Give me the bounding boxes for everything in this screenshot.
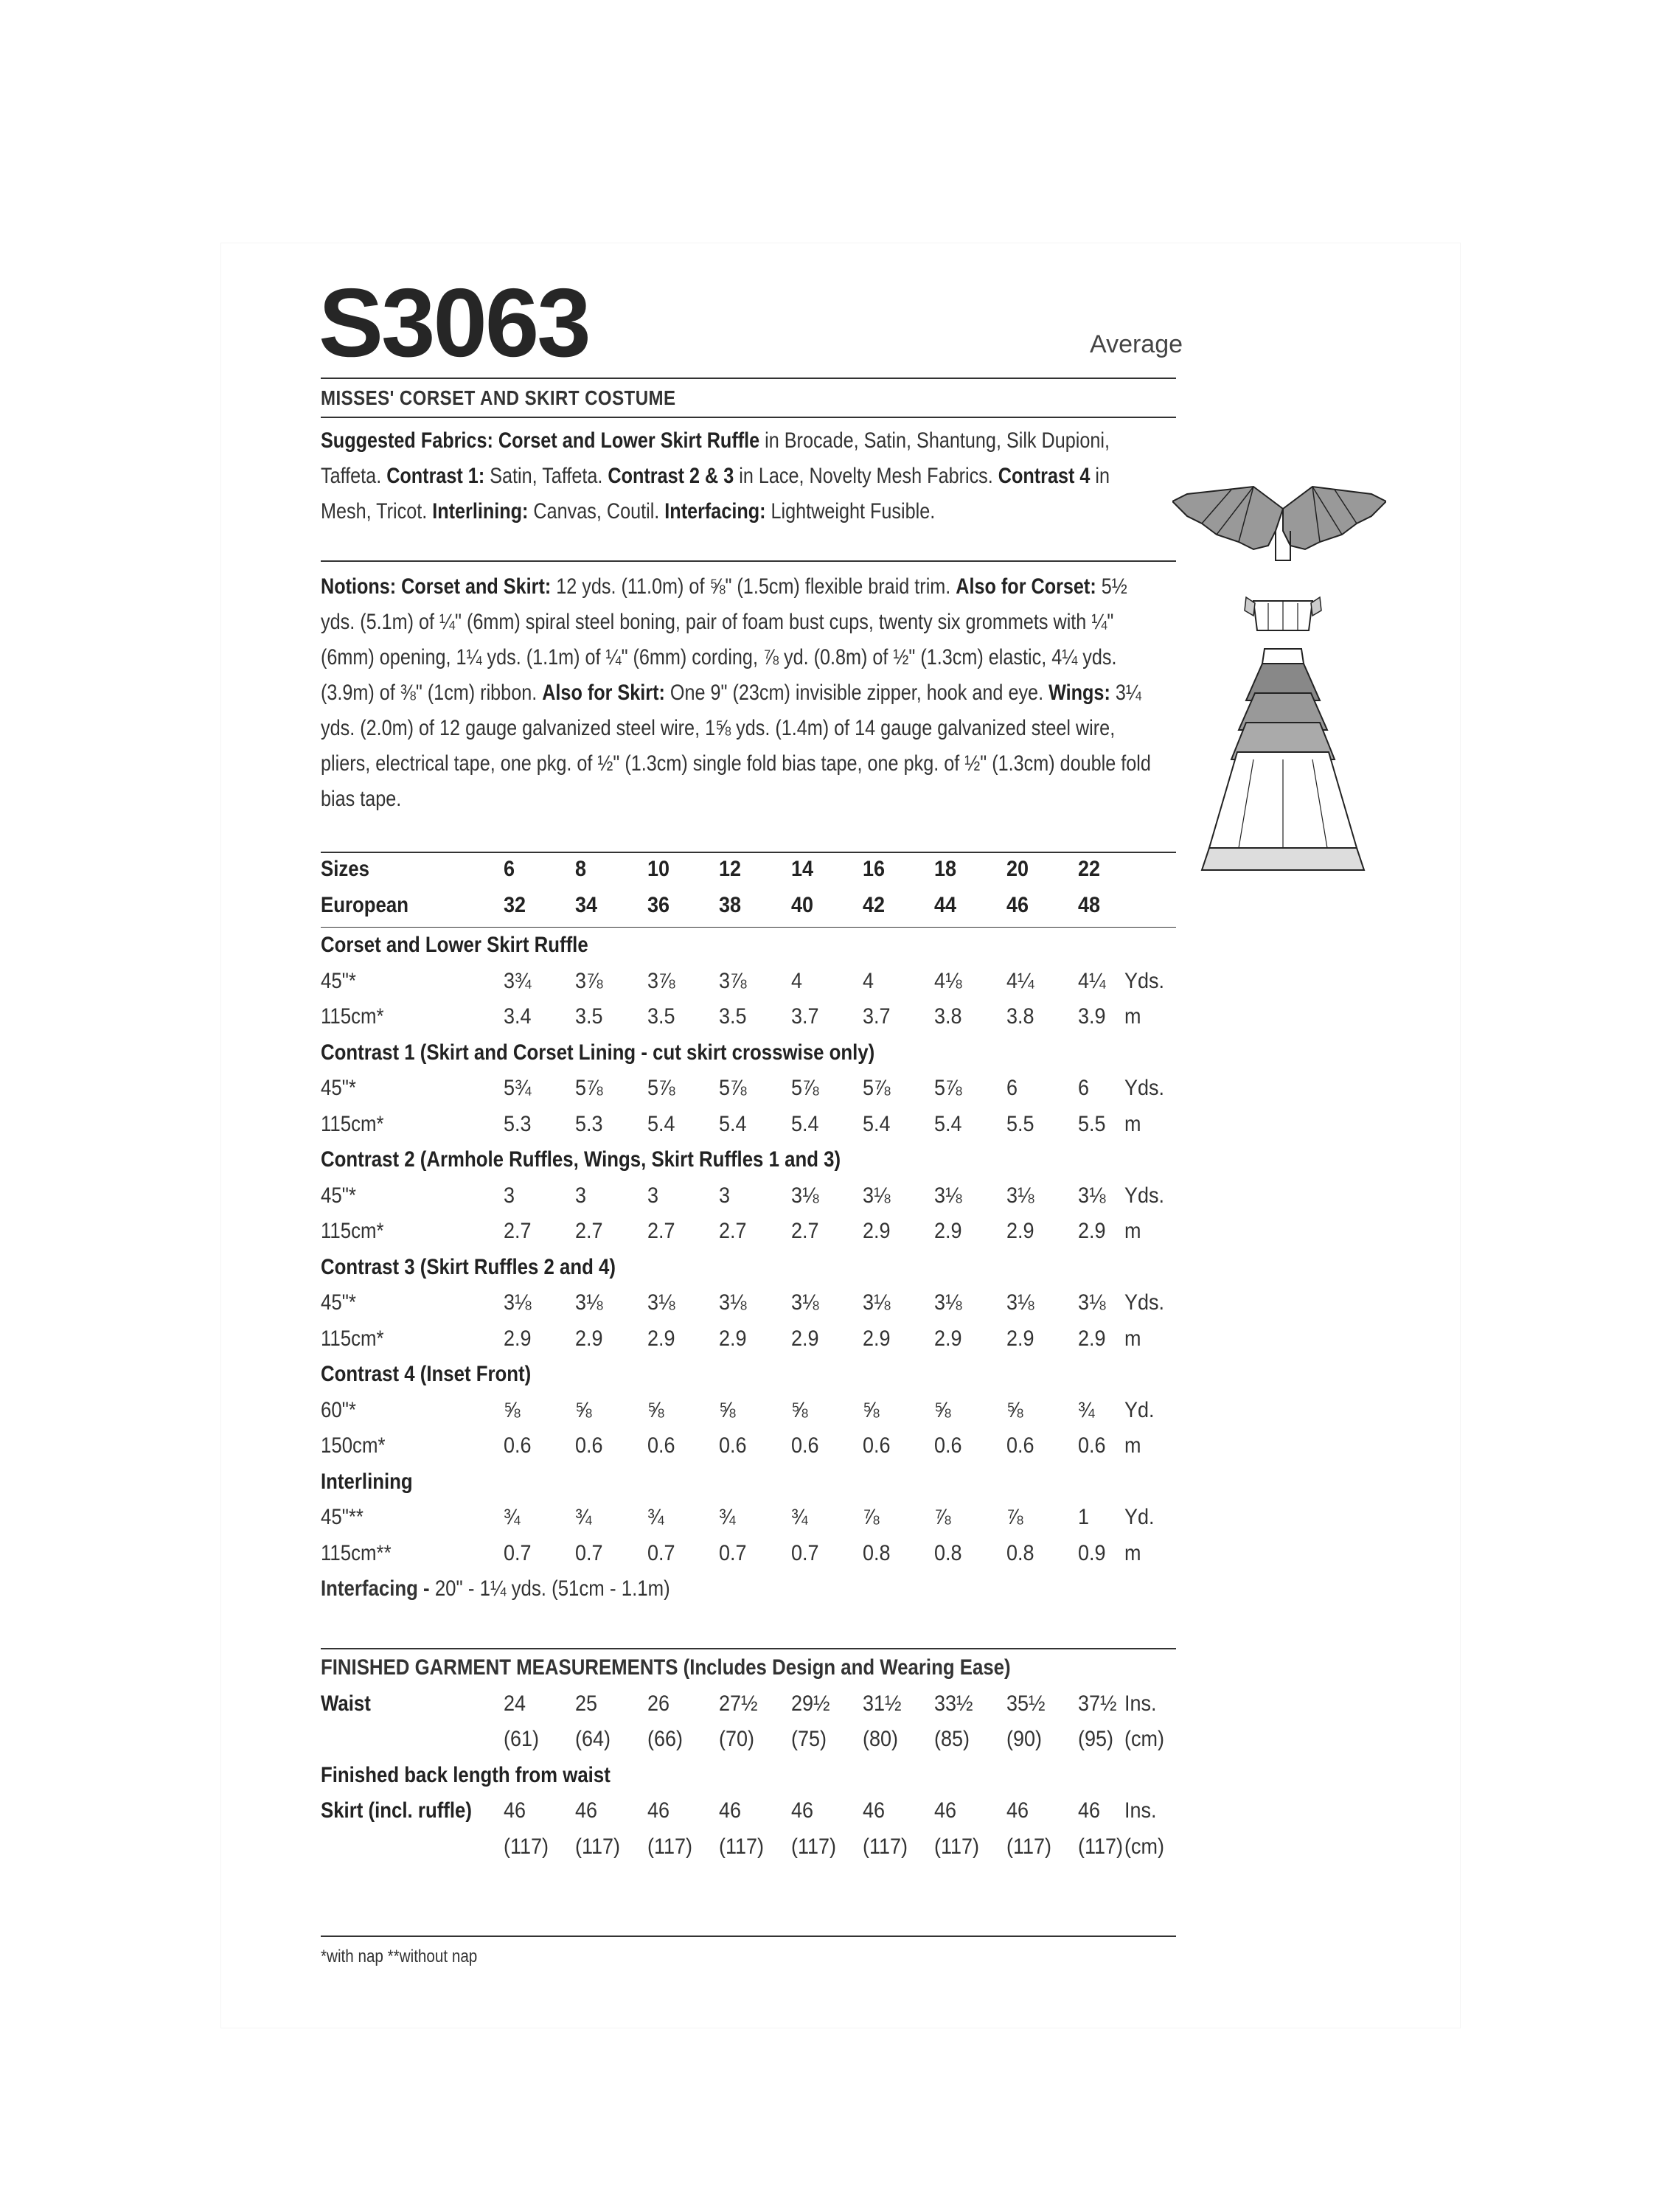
table-cell: 12 <box>719 857 742 881</box>
table-cell: 0.6 <box>863 1433 891 1458</box>
measurement-row <box>321 1834 1183 1870</box>
table-cell: 5.4 <box>863 1111 891 1136</box>
back-length-title: Finished back length from waist <box>321 1762 611 1787</box>
table-cell: 2.9 <box>934 1326 962 1351</box>
row-label: 45"** <box>321 1505 364 1529</box>
unit-label: Yds. <box>1124 1290 1165 1315</box>
unit-label: Yd. <box>1124 1397 1155 1422</box>
table-cell: 3.5 <box>719 1004 747 1029</box>
difficulty-level: Average <box>1090 330 1183 358</box>
table-cell: 3⅛ <box>1006 1290 1034 1315</box>
table-cell: 46 <box>719 1798 742 1823</box>
table-cell: 3⅛ <box>791 1183 819 1208</box>
unit-label: m <box>1124 1111 1141 1136</box>
table-cell: 5⅞ <box>791 1076 819 1100</box>
table-cell: 0.8 <box>934 1540 962 1565</box>
table-row <box>321 857 1183 892</box>
table-cell: 46 <box>934 1798 957 1823</box>
table-cell: 20 <box>1006 857 1029 881</box>
table-row <box>321 1326 1183 1362</box>
table-cell: ⅝ <box>719 1397 736 1422</box>
table-cell: 5.4 <box>647 1111 675 1136</box>
unit-label: Yds. <box>1124 968 1165 993</box>
table-cell: ⅞ <box>934 1505 951 1529</box>
pattern-number: S3063 <box>319 268 589 377</box>
table-row <box>321 1290 1183 1326</box>
table-cell: 48 <box>1078 892 1101 917</box>
row-label: Skirt (incl. ruffle) <box>321 1798 472 1823</box>
yardage-section-title: Contrast 1 (Skirt and Corset Lining - cut skirt crosswise only) <box>321 1040 875 1065</box>
row-label: Sizes <box>321 857 369 881</box>
table-cell: 3.9 <box>1078 1004 1106 1029</box>
table-cell: (80) <box>863 1727 899 1751</box>
table-cell: 3⅛ <box>647 1290 675 1315</box>
table-cell: 4¼ <box>1078 968 1106 993</box>
table-cell: 3.5 <box>647 1004 675 1029</box>
measurements-heading-bold: FINISHED GARMENT MEASUREMENTS <box>321 1655 678 1680</box>
table-cell: 2.9 <box>1078 1326 1106 1351</box>
divider <box>321 1935 1176 1937</box>
table-cell: 3⅛ <box>1006 1183 1034 1208</box>
table-cell: 4⅛ <box>934 968 962 993</box>
table-cell: 5⅞ <box>719 1076 747 1100</box>
row-label: 60"* <box>321 1397 356 1422</box>
divider <box>321 852 1176 853</box>
table-cell: 46 <box>1006 892 1029 917</box>
table-cell: 2.9 <box>863 1326 891 1351</box>
table-cell: 0.6 <box>791 1433 819 1458</box>
table-cell: 10 <box>647 857 670 881</box>
table-cell: ⅞ <box>863 1505 880 1529</box>
table-cell: 2.9 <box>719 1326 747 1351</box>
table-cell: 5.5 <box>1006 1111 1034 1136</box>
table-cell: (117) <box>719 1834 765 1859</box>
table-cell: 3⅞ <box>575 968 603 993</box>
table-cell: 3⅞ <box>719 968 747 993</box>
divider <box>321 1648 1176 1649</box>
table-cell: 40 <box>791 892 814 917</box>
unit-label: m <box>1124 1433 1141 1458</box>
table-cell: 2.9 <box>1006 1326 1034 1351</box>
table-cell: 46 <box>863 1798 886 1823</box>
table-cell: 16 <box>863 857 886 881</box>
table-cell: 3⅛ <box>791 1290 819 1315</box>
table-cell: 34 <box>575 892 598 917</box>
table-cell: ⅝ <box>647 1397 664 1422</box>
table-cell: (117) <box>1078 1834 1124 1859</box>
table-cell: 38 <box>719 892 742 917</box>
table-row <box>321 1433 1183 1469</box>
table-cell: 5⅞ <box>647 1076 675 1100</box>
nap-footnote: *with nap **without nap <box>321 1947 478 1966</box>
table-cell: 46 <box>1078 1798 1101 1823</box>
table-cell: 26 <box>647 1691 670 1716</box>
table-cell: 0.7 <box>647 1540 675 1565</box>
table-row <box>321 1004 1183 1040</box>
table-cell: 0.6 <box>1006 1433 1034 1458</box>
table-cell: (117) <box>504 1834 549 1859</box>
table-cell: (75) <box>791 1727 827 1751</box>
row-label: 115cm* <box>321 1111 384 1136</box>
pattern-title: MISSES' CORSET AND SKIRT COSTUME <box>321 386 676 409</box>
table-cell: 3.4 <box>504 1004 532 1029</box>
table-row <box>321 1183 1183 1219</box>
table-cell: ¾ <box>719 1505 736 1529</box>
table-cell: 46 <box>504 1798 526 1823</box>
divider <box>321 378 1176 379</box>
row-label: 115cm* <box>321 1004 384 1029</box>
row-label: European <box>321 892 408 917</box>
table-cell: ⅝ <box>934 1397 951 1422</box>
unit-label: Yd. <box>1124 1505 1155 1529</box>
table-cell: 0.7 <box>719 1540 747 1565</box>
table-cell: 0.6 <box>934 1433 962 1458</box>
table-cell: 3⅞ <box>647 968 675 993</box>
table-cell: 3.8 <box>934 1004 962 1029</box>
table-cell: (66) <box>647 1727 684 1751</box>
table-cell: 0.8 <box>1006 1540 1034 1565</box>
table-cell: 2.7 <box>791 1219 819 1243</box>
table-cell: 2.7 <box>719 1219 747 1243</box>
table-cell: 3 <box>504 1183 515 1208</box>
table-cell: 2.9 <box>647 1326 675 1351</box>
table-cell: 5.4 <box>719 1111 747 1136</box>
table-cell: 2.7 <box>504 1219 532 1243</box>
table-cell: (61) <box>504 1727 540 1751</box>
unit-label: m <box>1124 1540 1141 1565</box>
table-cell: 2.9 <box>1078 1219 1106 1243</box>
table-cell: 2.7 <box>647 1219 675 1243</box>
table-cell: 0.6 <box>647 1433 675 1458</box>
table-cell: 3 <box>719 1183 731 1208</box>
table-cell: 0.6 <box>719 1433 747 1458</box>
table-cell: (90) <box>1006 1727 1043 1751</box>
table-cell: 31½ <box>863 1691 902 1716</box>
interfacing-value: 20" - 1¼ yds. (51cm - 1.1m) <box>434 1576 670 1601</box>
table-cell: 36 <box>647 892 670 917</box>
table-cell: 3.5 <box>575 1004 603 1029</box>
table-cell: 5¾ <box>504 1076 532 1100</box>
table-row <box>321 1398 1183 1433</box>
row-label: 150cm* <box>321 1433 386 1458</box>
row-label: Waist <box>321 1691 371 1716</box>
unit-label: (cm) <box>1124 1727 1164 1751</box>
table-cell: 5.5 <box>1078 1111 1106 1136</box>
table-cell: 2.9 <box>575 1326 603 1351</box>
table-cell: 5⅞ <box>863 1076 891 1100</box>
table-cell: 0.6 <box>1078 1433 1106 1458</box>
garment-illustration <box>1172 479 1386 877</box>
table-cell: (85) <box>934 1727 970 1751</box>
table-cell: 0.7 <box>791 1540 819 1565</box>
table-cell: 8 <box>575 857 587 881</box>
table-cell: 3⅛ <box>1078 1183 1106 1208</box>
unit-label: Ins. <box>1124 1798 1157 1823</box>
table-cell: 3 <box>575 1183 587 1208</box>
table-cell: ¾ <box>1078 1397 1095 1422</box>
table-cell: 6 <box>504 857 515 881</box>
table-cell: 44 <box>934 892 957 917</box>
corset-icon <box>1245 597 1321 630</box>
table-row <box>321 1219 1183 1254</box>
table-cell: 3⅛ <box>863 1290 891 1315</box>
table-cell: 0.6 <box>575 1433 603 1458</box>
table-cell: 4¼ <box>1006 968 1034 993</box>
table-cell: 32 <box>504 892 526 917</box>
table-cell: (117) <box>791 1834 837 1859</box>
table-cell: ¾ <box>504 1505 521 1529</box>
table-cell: ⅝ <box>1006 1397 1023 1422</box>
table-cell: 6 <box>1078 1076 1090 1100</box>
measurement-row <box>321 1691 1183 1727</box>
unit-label: Yds. <box>1124 1183 1165 1208</box>
table-cell: 3⅛ <box>1078 1290 1106 1315</box>
table-cell: 0.8 <box>863 1540 891 1565</box>
table-cell: 35½ <box>1006 1691 1046 1716</box>
measurements-heading <box>321 1655 1011 1680</box>
yardage-section-title: Contrast 3 (Skirt Ruffles 2 and 4) <box>321 1254 616 1279</box>
row-label: 115cm* <box>321 1219 384 1243</box>
table-cell: 18 <box>934 857 957 881</box>
table-cell: 27½ <box>719 1691 758 1716</box>
table-cell: 0.9 <box>1078 1540 1106 1565</box>
table-cell: 2.7 <box>575 1219 603 1243</box>
unit-label: m <box>1124 1004 1141 1029</box>
suggested-fabrics: Suggested Fabrics: Corset and Lower Skirt Ruffle in Brocade, Satin, Shantung, Silk Dupioni, Taffeta. Contrast 1: Satin, Taffeta. Contrast 2 & 3 in Lace, Novelty Mesh Fabrics. Contrast 4 in Mesh, Tricot. Interlining: Canvas, Coutil. Interfacing: Lightweight Fusible. <box>321 428 1110 524</box>
table-cell: (117) <box>647 1834 693 1859</box>
table-cell: 29½ <box>791 1691 830 1716</box>
skirt-icon <box>1202 649 1364 870</box>
table-cell: 5⅞ <box>575 1076 603 1100</box>
yardage-section-title: Corset and Lower Skirt Ruffle <box>321 933 588 957</box>
table-cell: 37½ <box>1078 1691 1117 1716</box>
table-row <box>321 969 1183 1004</box>
table-cell: ⅞ <box>1006 1505 1023 1529</box>
yardage-section-title: Interlining <box>321 1469 413 1494</box>
table-cell: (117) <box>575 1834 621 1859</box>
table-cell: 3⅛ <box>934 1183 962 1208</box>
measurements-heading-note: (Includes Design and Wearing Ease) <box>678 1655 1011 1680</box>
table-cell: 3.7 <box>791 1004 819 1029</box>
row-label: 45"* <box>321 968 356 993</box>
table-cell: 3 <box>647 1183 659 1208</box>
table-cell: 3.8 <box>1006 1004 1034 1029</box>
table-cell: ¾ <box>791 1505 808 1529</box>
table-cell: 46 <box>1006 1798 1029 1823</box>
table-cell: (117) <box>934 1834 980 1859</box>
table-cell: ¾ <box>575 1505 592 1529</box>
table-cell: 25 <box>575 1691 598 1716</box>
table-row <box>321 1112 1183 1147</box>
table-cell: ⅝ <box>504 1397 521 1422</box>
table-row <box>321 1076 1183 1111</box>
table-row <box>321 1505 1183 1540</box>
table-cell: 5.4 <box>934 1111 962 1136</box>
table-cell: 0.6 <box>504 1433 532 1458</box>
table-cell: 46 <box>575 1798 598 1823</box>
table-cell: 0.7 <box>504 1540 532 1565</box>
table-cell: 3⅛ <box>575 1290 603 1315</box>
divider <box>321 927 1176 928</box>
table-cell: 33½ <box>934 1691 973 1716</box>
table-cell: (64) <box>575 1727 611 1751</box>
table-cell: 5.4 <box>791 1111 819 1136</box>
unit-label: m <box>1124 1219 1141 1243</box>
wings-icon <box>1172 487 1386 560</box>
table-cell: 46 <box>791 1798 814 1823</box>
divider <box>321 417 1176 418</box>
unit-label: m <box>1124 1326 1141 1351</box>
row-label: 115cm** <box>321 1540 392 1565</box>
interfacing-line <box>321 1576 670 1601</box>
table-cell: 3.7 <box>863 1004 891 1029</box>
table-cell: 3⅛ <box>504 1290 532 1315</box>
row-label: 115cm* <box>321 1326 384 1351</box>
table-cell: 4 <box>791 968 803 993</box>
table-cell: ⅝ <box>791 1397 808 1422</box>
divider <box>321 560 1176 562</box>
table-cell: 42 <box>863 892 886 917</box>
row-label: 45"* <box>321 1183 356 1208</box>
unit-label: Yds. <box>1124 1076 1165 1100</box>
table-cell: 2.9 <box>934 1219 962 1243</box>
table-cell: 4 <box>863 968 874 993</box>
table-cell: 14 <box>791 857 814 881</box>
yardage-section-title: Contrast 2 (Armhole Ruffles, Wings, Skirt Ruffles 1 and 3) <box>321 1147 841 1172</box>
table-cell: 2.9 <box>504 1326 532 1351</box>
table-cell: 0.7 <box>575 1540 603 1565</box>
table-cell: 5.3 <box>575 1111 603 1136</box>
table-cell: 2.9 <box>1006 1219 1034 1243</box>
table-cell: ⅝ <box>863 1397 880 1422</box>
table-cell: 5⅞ <box>934 1076 962 1100</box>
table-cell: 5.3 <box>504 1111 532 1136</box>
interfacing-label: Interfacing - <box>321 1576 435 1601</box>
table-cell: 3⅛ <box>863 1183 891 1208</box>
table-row <box>321 1541 1183 1576</box>
table-cell: 2.9 <box>863 1219 891 1243</box>
table-cell: (117) <box>1006 1834 1052 1859</box>
table-cell: ⅝ <box>575 1397 592 1422</box>
table-cell: 6 <box>1006 1076 1018 1100</box>
table-cell: 1 <box>1078 1505 1090 1529</box>
table-cell: 3¾ <box>504 968 532 993</box>
table-cell: 46 <box>647 1798 670 1823</box>
unit-label: Ins. <box>1124 1691 1157 1716</box>
row-label: 45"* <box>321 1290 356 1315</box>
table-cell: (70) <box>719 1727 755 1751</box>
table-cell: ¾ <box>647 1505 664 1529</box>
table-cell: (117) <box>863 1834 908 1859</box>
row-label: 45"* <box>321 1076 356 1100</box>
yardage-section-title: Contrast 4 (Inset Front) <box>321 1362 532 1386</box>
measurement-row <box>321 1727 1183 1762</box>
table-cell: 22 <box>1078 857 1101 881</box>
table-cell: 2.9 <box>791 1326 819 1351</box>
table-cell: (95) <box>1078 1727 1114 1751</box>
unit-label: (cm) <box>1124 1834 1164 1859</box>
table-cell: 3⅛ <box>934 1290 962 1315</box>
notions: Notions: Corset and Skirt: 12 yds. (11.0m) of ⅝" (1.5cm) flexible braid trim. Also for Corset: 5½ yds. (5.1m) of ¼" (6mm) spiral steel boning, pair of foam bust cups, twenty six grommets with ¼" (6mm) opening, 1¼ yds. (1.1m) of ¼" (6mm) cording, ⅞ yd. (0.8m) of ½" (1.3cm) elastic, 4¼ yds. (3.9m) of ⅜" (1cm) ribbon. Also for Skirt: One 9" (23cm) invisible zipper, hook and eye. Wings: 3¼ yds. (2.0m) of 12 gauge galvanized steel wire, 1⅝ yds. (1.4m) of 14 gauge galvanized steel wire, pliers, electrical tape, one pkg. of ½" (1.3cm) single fold bias tape, one pkg. of ½" (1.3cm) double fold bias tape. <box>321 574 1151 811</box>
measurement-row <box>321 1798 1183 1834</box>
table-cell: 24 <box>504 1691 526 1716</box>
table-cell: 3⅛ <box>719 1290 747 1315</box>
table-row <box>321 893 1183 928</box>
